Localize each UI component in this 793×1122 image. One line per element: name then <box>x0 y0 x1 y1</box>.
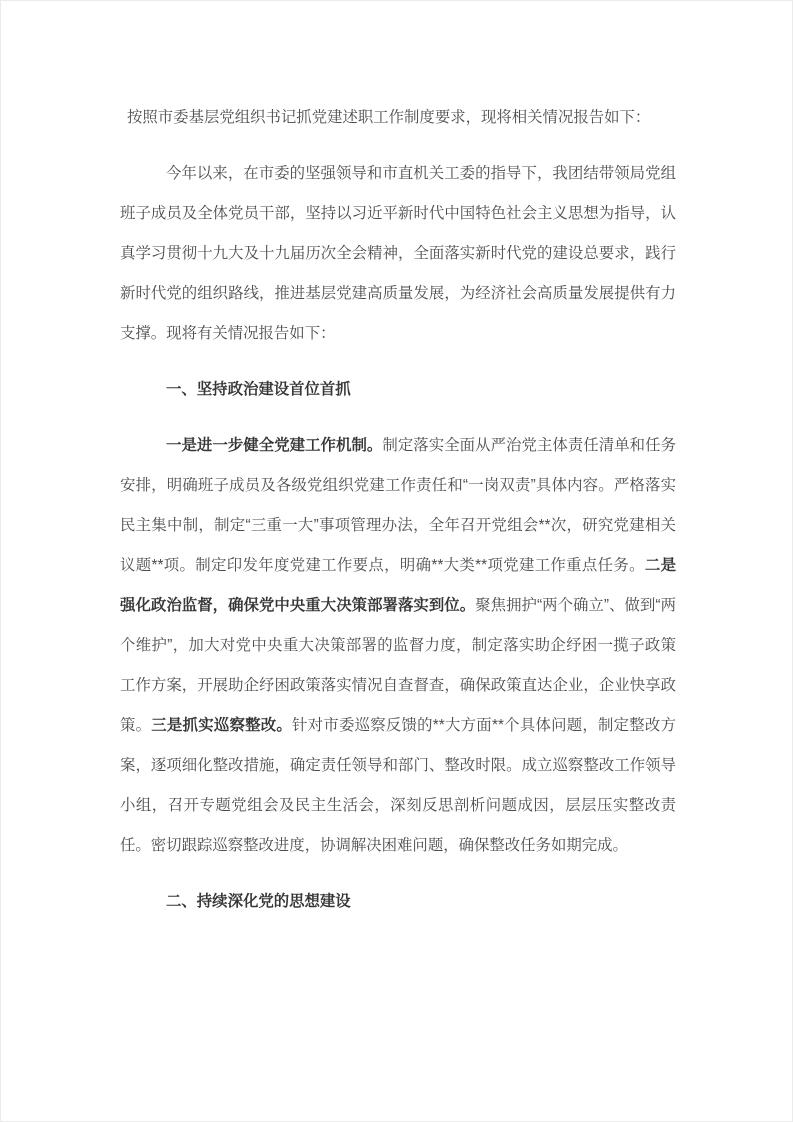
paragraph <box>120 154 676 354</box>
bold-text-run: 二是强化政治监督，确保党中央重大决策部署落实到位。 <box>120 557 676 614</box>
bold-text-run: 一是进一步健全党建工作机制。 <box>166 437 383 454</box>
text-run: 按照市委基层党组织书记抓党建述职工作制度要求，现将相关情况报告如下： <box>127 109 651 126</box>
text-run: 制定落实全面从严治党主体责任清单和任务安排，明确班子成员及各级党组织党建工作责任和“一岗双责”具体内容。严格落实民主集中制，制定“三重一大”事项管理办法，全年召开党组会**次，研究党建相关议题**项。制定印发年度党建工作要点，明确**大类**项党建工作重点任务。 <box>120 437 676 574</box>
text-run: 针对市委巡察反馈的**大方面**个具体问题，制定整改方案，逐项细化整改措施，确定责任领导和部门、整改时限。成立巡察整改工作领导小组，召开专题党组会及民主生活会，深刻反思剖析问题成因，层层压实整改责任。密切跟踪巡察整改进度，协调解决困难问题，确保整改任务如期完成。 <box>120 717 676 854</box>
text-run: 今年以来，在市委的坚强领导和市直机关工委的指导下，我团结带领局党组班子成员及全体党员干部，坚持以习近平新时代中国特色社会主义思想为指导，认真学习贯彻十九大及十九届历次全会精神，全面落实新时代党的建设总要求，践行新时代党的组织路线，推进基层党建高质量发展，为经济社会高质量发展提供有力支撑。现将有关情况报告如下： <box>120 165 676 342</box>
bold-text-run: 二、持续深化党的思想建设 <box>166 893 351 910</box>
bold-text-run: 三是抓实巡察整改。 <box>151 717 293 734</box>
bold-text-run: 一、坚持政治建设首位首抓 <box>166 381 351 398</box>
paragraph <box>120 426 676 866</box>
text-run: 聚焦拥护“两个确立”、做到“两个维护”，加大对党中央重大决策部署的监督力度，制定落实助企纾困一揽子政策工作方案，开展助企纾困政策落实情况自查督查，确保政策直达企业，企业快享政策。 <box>120 597 676 734</box>
document-body <box>120 98 676 922</box>
section-heading <box>120 370 676 410</box>
section-heading <box>120 882 676 922</box>
paragraph <box>120 98 676 138</box>
